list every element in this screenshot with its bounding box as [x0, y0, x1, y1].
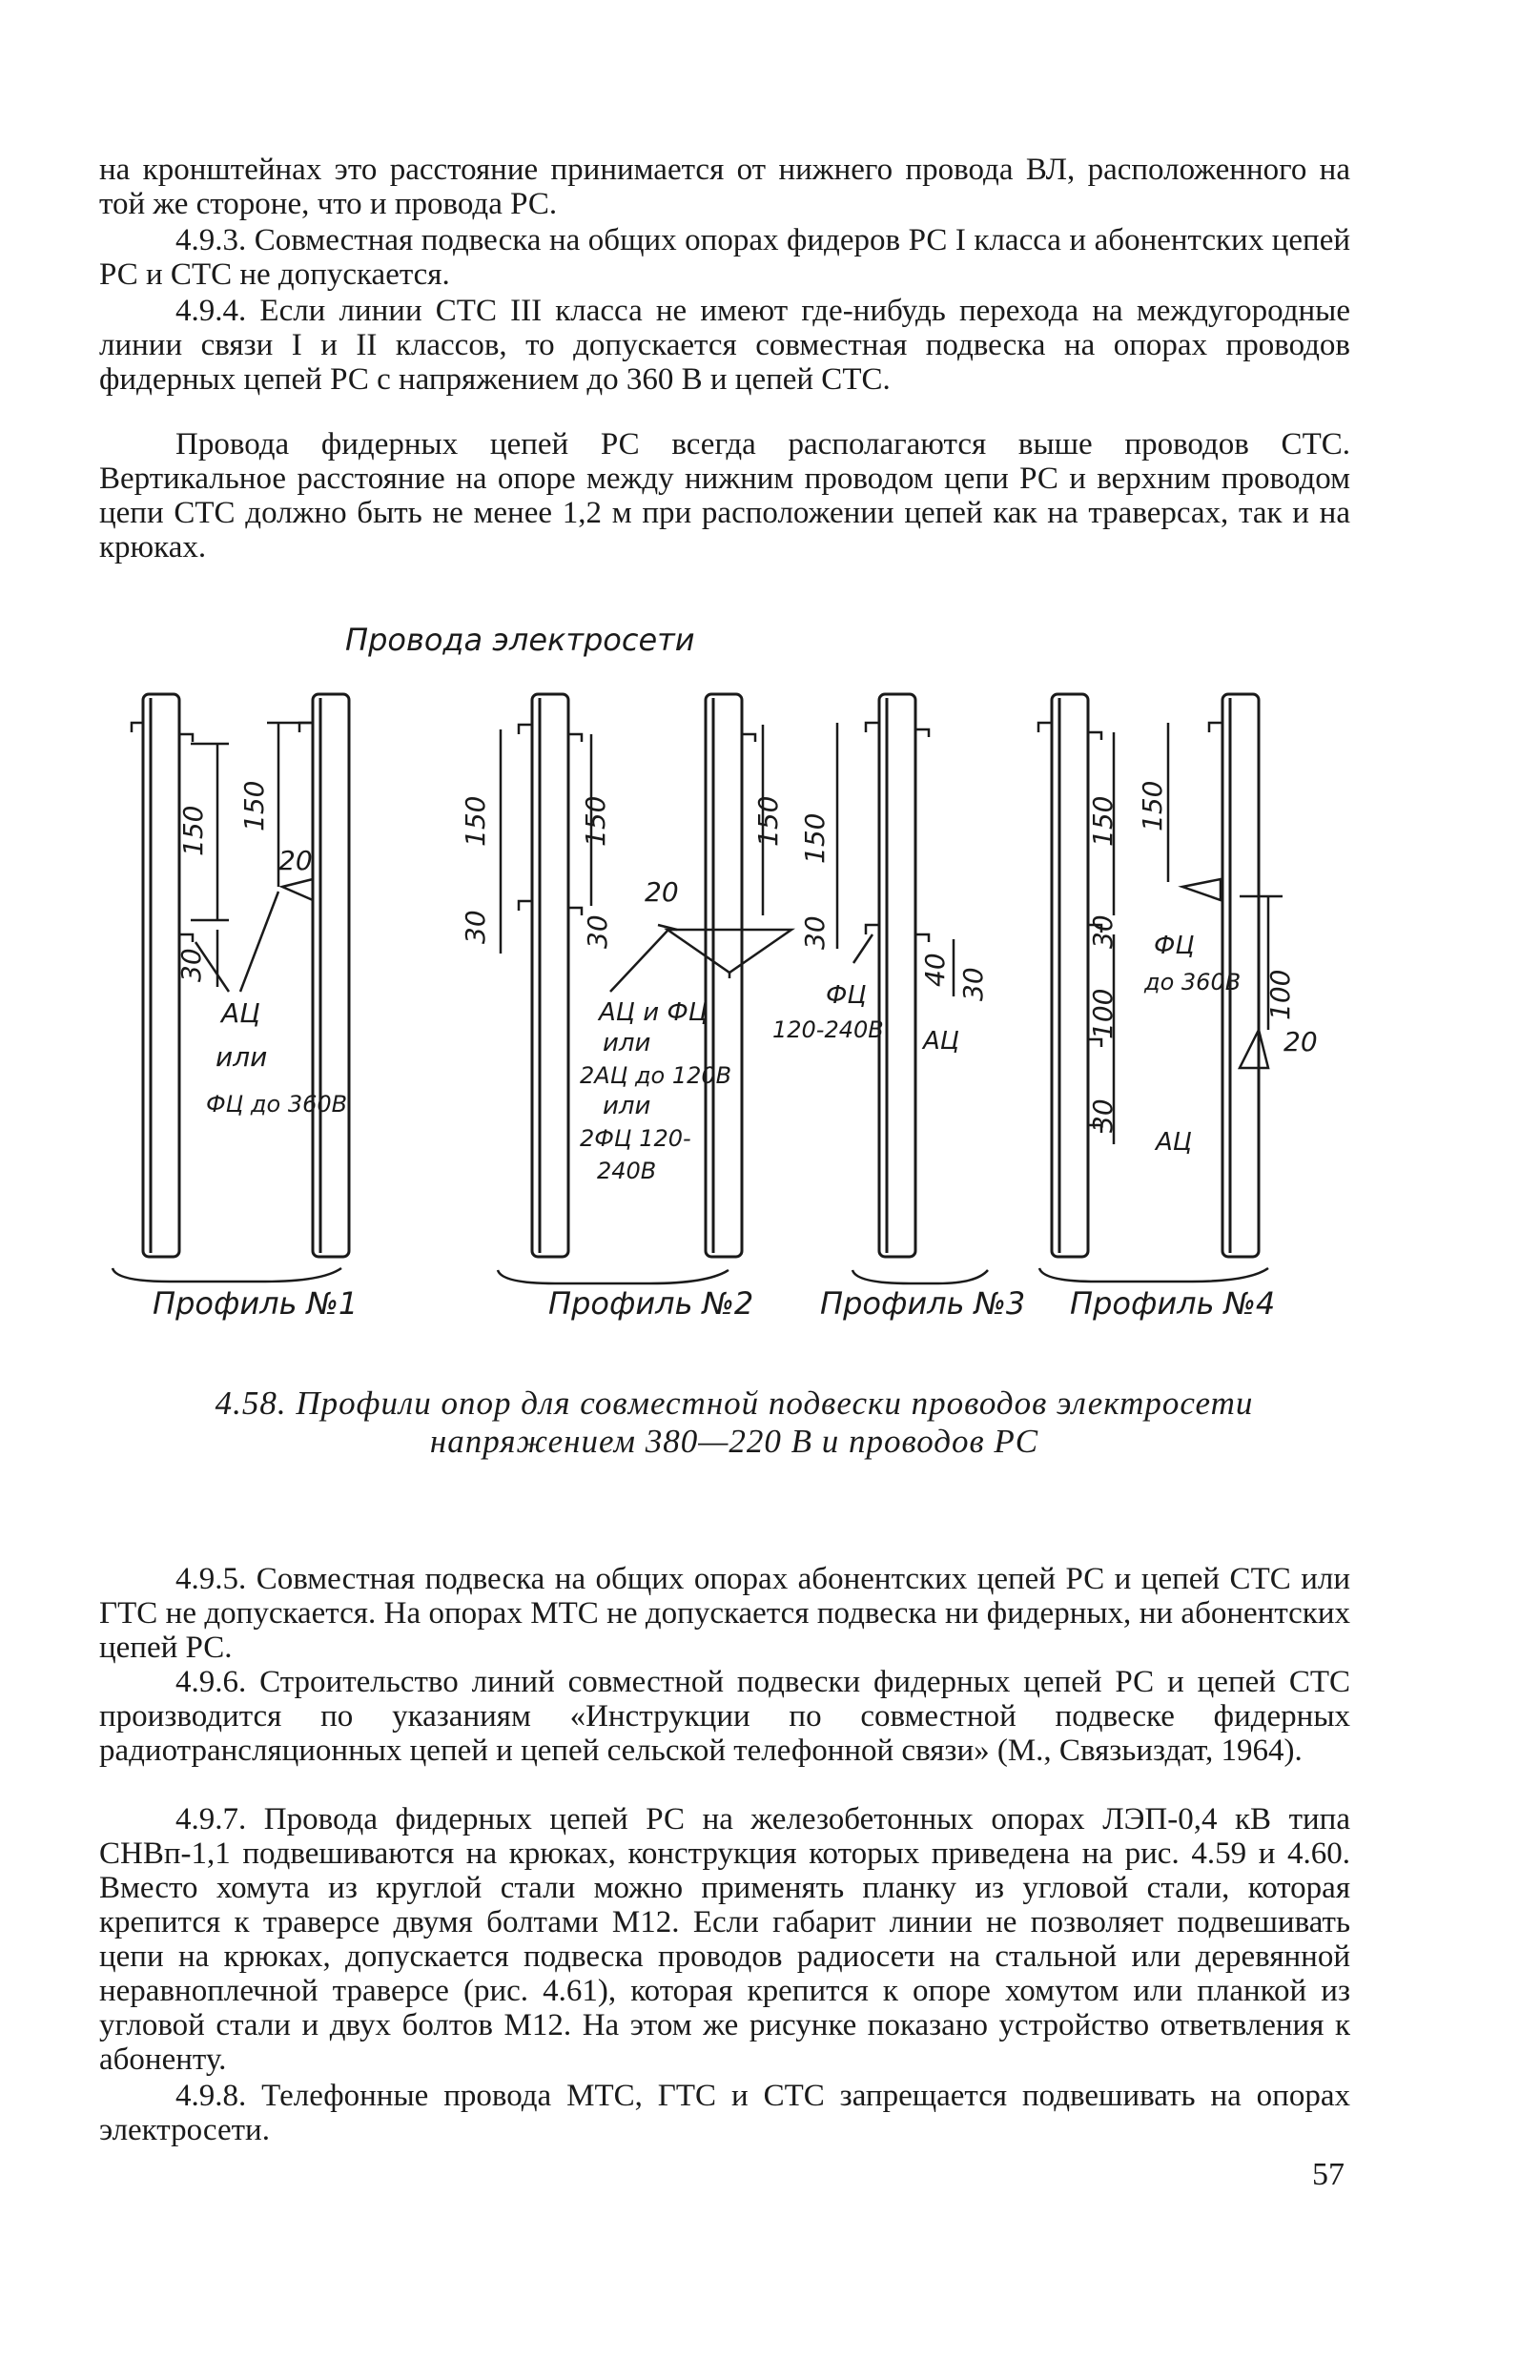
- label-ili-p2b: или: [603, 1092, 651, 1120]
- paragraph-4-9-8: 4.9.8. Телефонные провода МТС, ГТС и СТС запрещается подвешивать на опорах электросети.: [99, 2079, 1350, 2147]
- label-fc-p3: ФЦ: [826, 981, 867, 1010]
- dim-20-p2: 20: [645, 876, 679, 908]
- page-number: 57: [1312, 2157, 1345, 2192]
- dim-150-p1a: 150: [177, 805, 209, 856]
- label-ili-p1: или: [216, 1041, 268, 1073]
- profile-1-label: Профиль №1: [153, 1285, 359, 1322]
- paragraph-4-9-3: 4.9.3. Совместная подвеска на общих опорах фидеров РС I класса и абонентских цепей РС и СТС не допускается.: [99, 223, 1350, 292]
- dim-150-p3: 150: [799, 812, 831, 864]
- dim-150-p2b: 150: [580, 795, 611, 847]
- caption-line-2: напряжением 380—220 В и проводов РС: [429, 1423, 1039, 1460]
- profile-3-label: Профиль №3: [820, 1285, 1026, 1322]
- pole-2b: [706, 694, 742, 1257]
- figure-caption: [143, 1385, 1325, 1461]
- dim-100-p4b: 100: [1264, 969, 1296, 1020]
- pole-3a: [879, 694, 915, 1257]
- figure-top-label: Провода электросети: [345, 622, 695, 658]
- paragraph-feeder-wires: Провода фидерных цепей РС всегда располагаются выше проводов СТС. Вертикальное расстояние на опоре между нижним проводом цепи РС и верхним проводом цепи СТС должно быть не менее 1,2 м при расположении цепей как на траверсах, так и на крюках.: [99, 427, 1350, 564]
- label-ac-p4: АЦ: [1156, 1128, 1192, 1157]
- dim-30-p4b: 30: [1087, 1098, 1119, 1133]
- dim-30-p1: 30: [175, 948, 207, 982]
- dim-150-p4a: 150: [1087, 795, 1119, 847]
- paragraph-4-9-4: 4.9.4. Если линии СТС III класса не имеют где-нибудь перехода на междугородные линии связи I и II классов, то допускается совместная подвеска на опорах проводов фидерных цепей РС с напряжением до 360 В и цепей СТС.: [99, 294, 1350, 397]
- label-fc120-p2: 2ФЦ 120-: [580, 1125, 691, 1152]
- label-v240-p2: 240В: [597, 1158, 657, 1184]
- dim-30-p3: 30: [799, 915, 831, 950]
- paragraph-continuation: на кронштейнах это расстояние принимается от нижнего провода ВЛ, расположенного на той же стороне, что и провода РС.: [99, 153, 1350, 221]
- figure-4-58: [0, 610, 1540, 1335]
- dim-30-p2b: 30: [582, 914, 613, 949]
- pole-4a: [1052, 694, 1088, 1257]
- label-ac-p1: АЦ: [221, 997, 260, 1029]
- label-ac-fc-p2: АЦ и ФЦ: [599, 998, 708, 1027]
- dim-100-p4a: 100: [1087, 988, 1119, 1039]
- dim-30-p4a: 30: [1087, 914, 1119, 949]
- dim-20-p1: 20: [278, 845, 313, 876]
- dim-30-p3b: 30: [957, 967, 989, 1001]
- dim-40-p3: 40: [919, 953, 951, 987]
- label-ac120-p2: 2АЦ до 120В: [580, 1062, 732, 1089]
- paragraph-4-9-5: 4.9.5. Совместная подвеска на общих опорах абонентских цепей РС и цепей СТС или ГТС не допускается. На опорах МТС не допускается подвеска ни фидерных, ни абонентских цепей РС.: [99, 1562, 1350, 1665]
- dim-150-p2a: 150: [460, 795, 491, 847]
- dim-20-p4: 20: [1283, 1026, 1318, 1057]
- dim-30-p2a: 30: [460, 910, 491, 944]
- dim-150-p1b: 150: [238, 780, 270, 831]
- label-fc-p4: ФЦ: [1154, 932, 1195, 960]
- profile-2-label: Профиль №2: [548, 1285, 754, 1322]
- caption-line-1: 4.58. Профили опор для совместной подвески проводов электросети: [215, 1385, 1254, 1422]
- label-fc360-p1: ФЦ до 360В: [206, 1091, 348, 1118]
- pole-2a: [532, 694, 568, 1257]
- dim-150-p4b: 150: [1137, 780, 1168, 831]
- pole-1a: [143, 694, 179, 1257]
- profile-4-label: Профиль №4: [1070, 1285, 1276, 1322]
- label-ac-p3: АЦ: [923, 1027, 959, 1056]
- paragraph-4-9-6: 4.9.6. Строительство линий совместной подвески фидерных цепей РС и цепей СТС производится по указаниям «Инструкции по совместной подвеске фидерных радиотрансляционных цепей и цепей сельской телефонной связи» (М., Связьиздат, 1964).: [99, 1665, 1350, 1768]
- dim-150-p2c: 150: [752, 795, 784, 847]
- label-ili-p2a: или: [603, 1029, 651, 1057]
- paragraph-4-9-7: 4.9.7. Провода фидерных цепей РС на железобетонных опорах ЛЭП-0,4 кВ типа СНВп-1,1 подвешиваются на крюках, конструкция которых приведена на рис. 4.59 и 4.60. Вместо хомута из круглой стали можно применять планку из угловой стали, которая крепится к траверсе двумя болтами М12. Если габарит линии не позволяет подвешивать цепи на крюках, допускается подвеска проводов радиосети на стальной или деревянной неравноплечной траверсе (рис. 4.61), которая крепится к опоре хомутом или планкой из угловой стали и двух болтов М12. На этом же рисунке показано устройство ответвления к абоненту.: [99, 1802, 1350, 2077]
- label-do360-p4: до 360В: [1144, 969, 1242, 995]
- pole-1b: [313, 694, 349, 1257]
- label-fc120240-p3: 120-240В: [772, 1016, 884, 1043]
